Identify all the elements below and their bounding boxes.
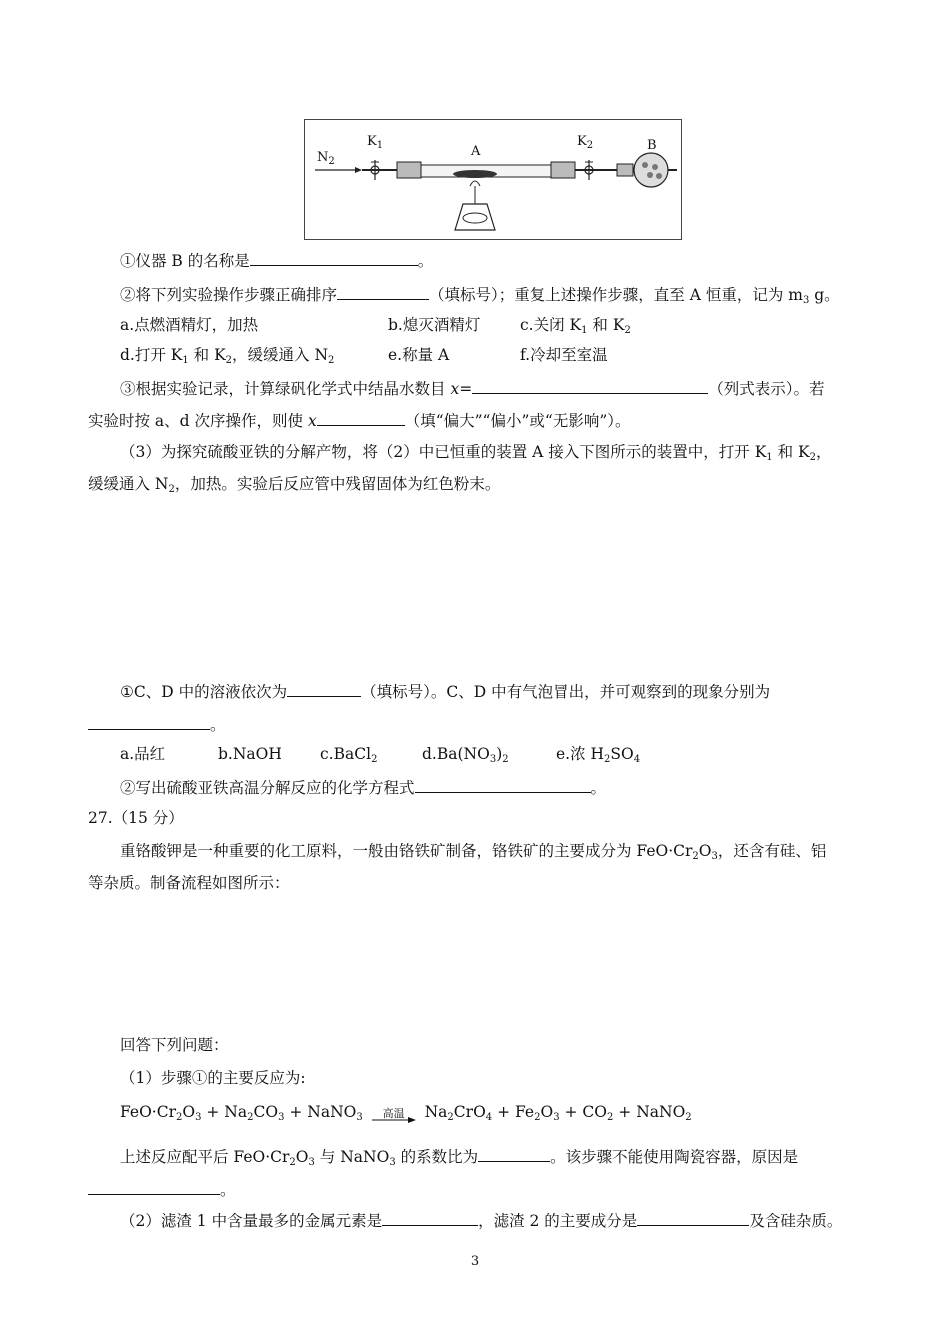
answer-blank[interactable] [250,249,418,266]
q27-intro: 重铬酸钾是一种重要的化工原料，一般由铬铁矿制备，铬铁矿的主要成分为 $FeO\cdot Cr_2O_3$，还含有硅、铝 [120,842,827,862]
apparatus-figure [304,119,682,240]
answer-blank[interactable] [478,1145,550,1162]
answer-blank[interactable] [317,409,405,426]
reaction-arrow: 高温 [372,1108,416,1124]
k1-label: $K_1$ [367,134,384,151]
q27-header: 27.（15 分） [88,809,184,827]
reaction-equation: $FeO\cdot Cr_2O_3 + Na_2CO_3$ + NaNO$_3$ 高温 $Na_2CrO_4 + Fe_2O_3 + CO_2$ + NaNO$_2$ [120,1103,692,1123]
q3-item2: ②写出硫酸亚铁高温分解反应的化学方程式 。 [120,776,606,798]
q3-item1-cont: 。 [88,713,226,735]
q3-line1: （3）为探究硫酸亚铁的分解产物，将（2）中已恒重的装置 A 接入下图所示的装置中，打开 $K_1$ 和 $K_2$， [120,443,832,463]
q2-item3-cont: 实验时按 a、d 次序操作，则使 x （填“偏大”“偏小”或“无影响”）。 [88,409,631,431]
answer-blank[interactable] [337,283,429,300]
answer-blank[interactable] [637,1209,749,1226]
page-number: 3 [470,1254,480,1269]
answer-blank[interactable] [472,377,708,394]
q27-answer-intro: 回答下列问题： [120,1036,229,1054]
q3-item1: ①C、D 中的溶液依次为 （填标号）。C、D 中有气泡冒出，并可观察到的现象分别为 [120,680,770,702]
q2-item3: ③根据实验记录，计算绿矾化学式中结晶水数目 x= （列式表示）。若 [120,377,824,399]
k2-label: $K_2$ [577,134,594,151]
q27-question2: （2）滤渣 1 中含量最多的金属元素是 ，滤渣 2 的主要成分是 及含硅杂质。 [120,1209,842,1231]
q27-ratio-cont: 。 [88,1178,236,1200]
a-label: A [471,144,481,159]
q27-step1: （1）步骤①的主要反应为: [120,1069,306,1087]
answer-blank[interactable] [88,1178,220,1195]
q27-intro-cont: 等杂质。制备流程如图所示： [88,874,290,892]
answer-blank[interactable] [415,776,591,793]
q3-line2: 缓缓通入 $N_2$，加热。实验后反应管中残留固体为红色粉末。 [88,475,501,495]
apparatus-diagram [305,120,681,239]
q2-item2: ②将下列实验操作步骤正确排序 （填标号）；重复上述操作步骤，直至 A 恒重，记为 $m_3$ g。 [120,283,840,305]
q2-item1: ①仪器 B 的名称是 。 [120,249,433,271]
b-label: B [647,138,657,153]
answer-blank[interactable] [382,1209,478,1226]
answer-blank[interactable] [287,680,361,697]
answer-blank[interactable] [88,713,210,730]
n2-label: $N_2$ [317,150,335,167]
q27-ratio-question: 上述反应配平后 $FeO\cdot Cr_2O_3$ 与 NaNO$_3$ 的系数比为 。该步骤不能使用陶瓷容器，原因是 [120,1145,798,1167]
